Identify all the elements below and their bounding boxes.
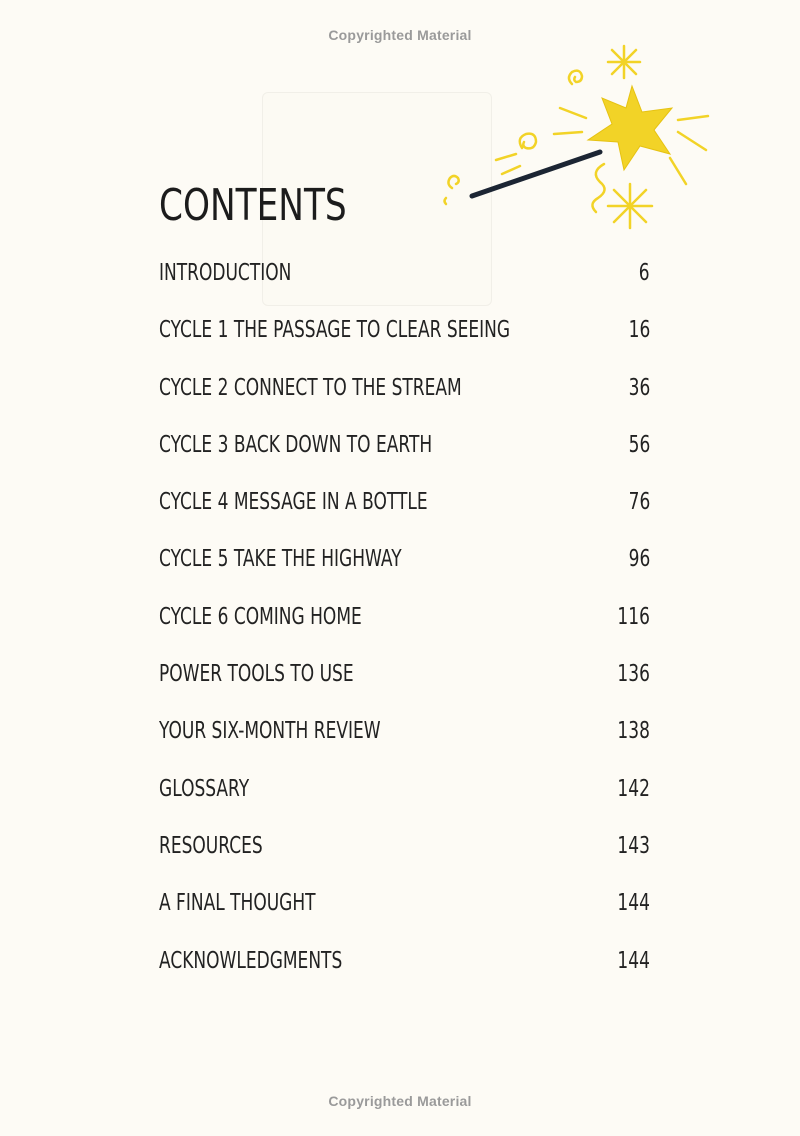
- toc-entry-page: 16: [628, 317, 650, 344]
- toc-entry-cycle-5[interactable]: [159, 538, 650, 595]
- toc-entry-label: CYCLE 3 BACK DOWN TO EARTH: [159, 431, 433, 458]
- toc-entry-label: GLOSSARY: [159, 775, 250, 802]
- toc-entry-label: POWER TOOLS TO USE: [159, 661, 354, 688]
- toc-entry-acknowledgments[interactable]: [159, 940, 650, 997]
- toc-entry-glossary[interactable]: [159, 768, 650, 825]
- toc-entry-power-tools[interactable]: [159, 653, 650, 710]
- magic-wand-star-icon: [432, 36, 722, 236]
- toc-entry-six-month-review[interactable]: [159, 710, 650, 767]
- toc-entry-resources[interactable]: [159, 825, 650, 882]
- toc-entry-label: CYCLE 1 THE PASSAGE TO CLEAR SEEING: [159, 317, 511, 344]
- toc-entry-label: CYCLE 6 COMING HOME: [159, 603, 362, 630]
- toc-entry-page: 96: [628, 546, 650, 573]
- toc-entry-page: 142: [617, 775, 650, 802]
- toc-entry-cycle-4[interactable]: [159, 481, 650, 538]
- toc-entry-final-thought[interactable]: [159, 882, 650, 939]
- toc-entry-page: 144: [617, 890, 650, 917]
- toc-entry-cycle-1[interactable]: [159, 309, 650, 366]
- toc-entry-page: 116: [617, 603, 650, 630]
- toc-entry-page: 144: [617, 947, 650, 974]
- page-title: CONTENTS: [159, 180, 347, 231]
- toc-entry-introduction[interactable]: [159, 252, 650, 309]
- toc-entry-cycle-6[interactable]: [159, 596, 650, 653]
- toc-entry-label: RESOURCES: [159, 832, 263, 859]
- toc-entry-label: CYCLE 5 TAKE THE HIGHWAY: [159, 546, 402, 573]
- watermark-top: Copyrighted Material: [328, 27, 472, 43]
- toc-entry-page: 143: [617, 832, 650, 859]
- toc-entry-label: A FINAL THOUGHT: [159, 890, 316, 917]
- toc-entry-label: CYCLE 2 CONNECT TO THE STREAM: [159, 374, 462, 401]
- watermark-bottom: Copyrighted Material: [328, 1093, 472, 1109]
- toc-entry-label: CYCLE 4 MESSAGE IN A BOTTLE: [159, 489, 428, 516]
- toc-entry-cycle-3[interactable]: [159, 424, 650, 481]
- toc-entry-page: 56: [628, 431, 650, 458]
- toc-entry-page: 136: [617, 661, 650, 688]
- toc-entry-page: 6: [639, 260, 650, 286]
- table-of-contents: [159, 252, 650, 997]
- toc-entry-page: 76: [628, 489, 650, 516]
- toc-entry-label: INTRODUCTION: [159, 260, 292, 286]
- toc-entry-label: ACKNOWLEDGMENTS: [159, 947, 343, 974]
- toc-entry-label: YOUR SIX-MONTH REVIEW: [159, 718, 381, 745]
- toc-entry-page: 36: [628, 374, 650, 401]
- toc-entry-cycle-2[interactable]: [159, 367, 650, 424]
- toc-entry-page: 138: [617, 718, 650, 745]
